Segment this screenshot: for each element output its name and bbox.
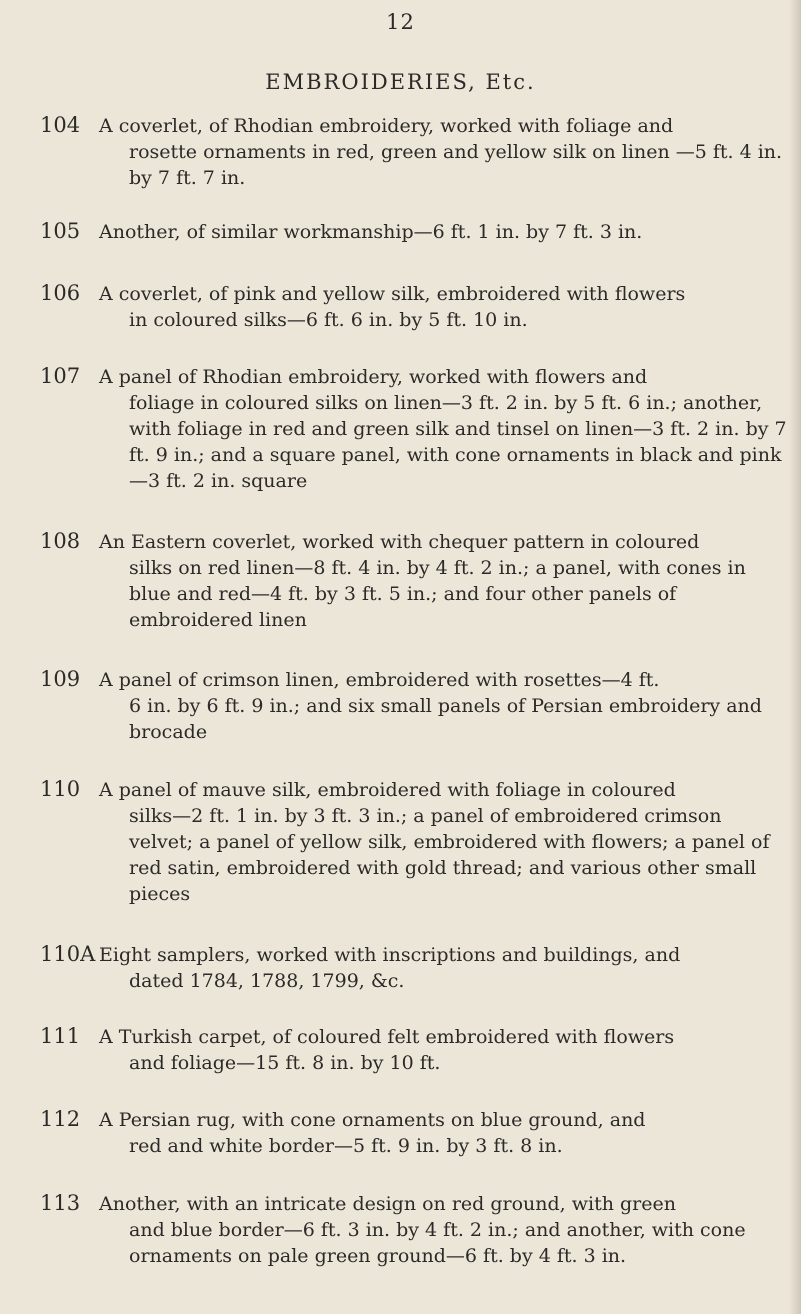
description-first-line: A panel of mauve silk, embroidered with foliage in coloured (99, 779, 676, 801)
lot-number: 107 (40, 364, 81, 388)
description-continuation: in coloured silks—6 ft. 6 in. by 5 ft. 10 in. (129, 309, 528, 331)
description-first-line: An Eastern coverlet, worked with chequer pattern in coloured (99, 531, 700, 553)
description-continuation: silks on red linen—8 ft. 4 in. by 4 ft. 2 in.; a panel, with cones in blue and red—4 ft. by 3 ft. 5 in.; and four other panels of embroidered linen (129, 557, 746, 631)
description-continuation: and foliage—15 ft. 8 in. by 10 ft. (129, 1052, 441, 1074)
lot-number: 106 (40, 281, 81, 305)
lot-number: 113 (40, 1191, 81, 1215)
description-first-line: Another, with an intricate design on red ground, with green (99, 1193, 676, 1215)
lot-description (99, 1024, 789, 1076)
lot-number: 112 (40, 1107, 81, 1131)
description-continuation: dated 1784, 1788, 1799, &c. (129, 970, 405, 992)
lot-description (99, 1107, 789, 1159)
lot-description (99, 777, 789, 907)
description-first-line: A coverlet, of pink and yellow silk, embroidered with flowers (99, 283, 686, 305)
description-first-line: A coverlet, of Rhodian embroidery, worked with foliage and (99, 115, 674, 137)
description-first-line: A panel of Rhodian embroidery, worked with flowers and (99, 366, 648, 388)
lot-description (99, 364, 789, 494)
lot-description (99, 281, 789, 333)
description-continuation: rosette ornaments in red, green and yellow silk on linen —5 ft. 4 in. by 7 ft. 7 in. (129, 141, 783, 189)
description-continuation: and blue border—6 ft. 3 in. by 4 ft. 2 in.; and another, with cone ornaments on pale green ground—6 ft. by 4 ft. 3 in. (129, 1219, 746, 1267)
description-continuation: red and white border—5 ft. 9 in. by 3 ft. 8 in. (129, 1135, 563, 1157)
lot-description (99, 113, 789, 191)
lot-description (99, 1191, 789, 1269)
lot-number: 108 (40, 529, 81, 553)
lot-number: 110 (40, 777, 81, 801)
lot-number: 109 (40, 667, 81, 691)
lot-number: 111 (40, 1024, 81, 1048)
description-continuation: 6 in. by 6 ft. 9 in.; and six small panels of Persian embroidery and brocade (129, 695, 762, 743)
description-first-line: A Persian rug, with cone ornaments on blue ground, and (99, 1109, 646, 1131)
lot-number: 105 (40, 219, 81, 243)
page-edge-shadow (789, 0, 801, 1314)
description-continuation: silks—2 ft. 1 in. by 3 ft. 3 in.; a panel of embroidered crimson velvet; a panel of yellow silk, embroidered with flowers; a panel of red satin, embroidered with gold thread; and various other small pieces (129, 805, 770, 905)
lot-description (99, 529, 789, 633)
description-first-line: A Turkish carpet, of coloured felt embroidered with flowers (99, 1026, 675, 1048)
lot-description (99, 667, 789, 745)
description-first-line: Eight samplers, worked with inscriptions and buildings, and (99, 944, 681, 966)
description-first-line: A panel of crimson linen, embroidered with rosettes—4 ft. (99, 669, 660, 691)
section-heading: EMBROIDERIES, Etc. (265, 70, 536, 94)
description-first-line: Another, of similar workmanship—6 ft. 1 in. by 7 ft. 3 in. (99, 221, 643, 243)
page-number: 12 (386, 10, 415, 34)
lot-number: 110A (40, 942, 96, 966)
description-continuation: foliage in coloured silks on linen—3 ft. 2 in. by 5 ft. 6 in.; another, with foliage in red and green silk and tinsel on linen—3 ft. 2 in. by 7 ft. 9 in.; and a square panel, with cone ornaments in black and pink—3 ft. 2 in. square (129, 392, 787, 492)
lot-description (99, 219, 789, 245)
lot-number: 104 (40, 113, 81, 137)
lot-description (99, 942, 789, 994)
